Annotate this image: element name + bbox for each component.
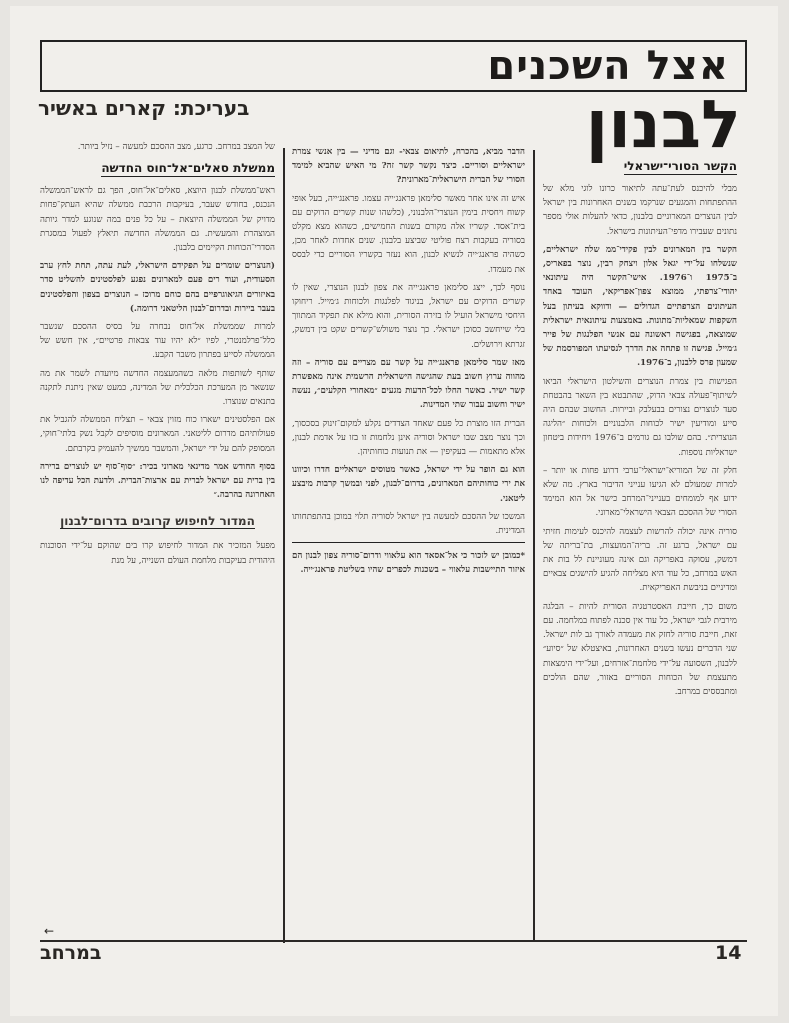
banner-title: אצל השכנים — [487, 43, 729, 89]
paragraph: למרות שממשלת אל־חוס נבחרה על בסיס ההסכם שנשבר כלל־פרלמנטרי, לפיו ״לא יהיו עוד צבאות פרטיים״, אין חשש של הממשלה לסייע בפתרון משבר הקבע. — [40, 322, 275, 361]
column-divider — [283, 148, 285, 943]
footer-divider — [40, 940, 747, 942]
paragraph: הקשר בין המארונים לבין פקידי־ממ שלה ישראליים, שנשלחו על־ידי יגאל אלון ויצחק רבין, נוצר בפאריס, ב־1975 ו־1976. אישי־הקשר היה עיתונאי יהודי־צרפתי, ממוצא צפון־אפריקאי, העובד באחד העיתונים הצרפתיים הגדולים — ודווקא בעיתון בעל השקפות שמאליות־מתונות. באמצעות עיתונאית ישראלית שמוצאה, בפגישה ראשונה עם אנשי הפלנגות של פייר ג׳מייל. פגישה זו פתחה את הדרך לנסיעתו המפורסמת של שמעון פרס ללבנון, ב־1976. — [543, 244, 737, 369]
paragraph: הפגישות בין צמרת הנוצרים והשילטון הישראלי הביאו לשיתוף־פעולה צבאי הדוק, שהתבטא בין השאר בהבטחת סעד לנוצרים נצורים בבעלבק וביירות. החשוב שבהם היה סייע ומודיעין ישיר לכוחות הלבנוניים ולכוחות ״הליגה הנוצרית״. בהם שולבו גם גורמים ב־1976 ויחידות ביטחון ישראליות נוספות. — [543, 376, 737, 458]
editor-credit: בעריכת: קארים באשיר — [38, 96, 250, 120]
paragraph: של המצב במרחב. כרגע, מצב ההסכם למעשה – נזיל ביותר. — [77, 142, 275, 152]
article-column-left — [40, 140, 275, 940]
country-title: לבנון — [585, 86, 741, 163]
paragraph: נוסף לכך, ייצג סלימאן פראנג׳ייה את צפון לבנון הנוצרי, שאין לו קשרים הדוקים עם ישראל, בניגוד לפלנגות ולכוחות ג׳מייל. ריחוקו היחסי מישראל הועיל לו בזירה הסורית, והוא מילא את תפקיד המתווך בלי שייחשב כסוכן ישראלי. כך נוצר משולש־קשרים שקט בין דמשק, זגרתא וירושלים. — [292, 282, 525, 350]
paragraph: בסוף החודש אמר מדינאי מארוני בכיר: ״סוף־סוף יש לנוצרים ברירה בין ברית עם ישראל לברית עם ארצות־הברית. ולדעת הכל עדיפה לנו האחרונה בהרבה.״ — [40, 461, 275, 501]
paragraph: אם הפלסטינים ישארו כוח מזוין צבאי – תצליח הממשלה להגביל את פעולותיהם מדרום לליטאני. המארונים מוסיפים לקבל נשק בלתי־חוקי, המסופק להם על ידי ישראל, והמשבר ממשיך להעמיק בקרבתם. — [40, 415, 275, 454]
page-number: 14 — [715, 942, 742, 964]
box-heading: המדור לחיפוש קרובים בדרום־לבנון — [60, 514, 255, 529]
section-banner — [40, 40, 747, 92]
paragraph: שותף לשותפות מלאה כשהמעצמה החדשה מיועדת לשמר את מה שנשאר מן המערכת הכלכלית של המדינה, כמעט שאין ניתנת לתקנה בתנאים שנוצרו. — [40, 368, 275, 408]
paragraph: הברית הזו מוצרת כל פעם שאחד הצדדים נקלע למקום־זינוק בסכסוך, וכך נוצר מצב שבו ישראל וסוריה אינן נלחמות זו בזו על אדמת לבנון, אלא מתאמות — בעקיפין — את תנועות כוחותיהן. — [292, 418, 525, 458]
paragraph: ראש־ממשלת לבנון היוצא, סאלים־אל־חוס, הפך גם לראש־הממשלה הנכנס, בחודש שעבר, בעיקבות הרכבת ממשלה שהיא העתק־פחות מדויק של הממשלה היוצאת – על כל פנים במה שנוגע למדר גיותה המוצהרת והמעשית. גם הממשלה החדשה תיאלץ לפעול במסגרת הסדרי־הכוחות הקיימים בלבנון. — [40, 186, 275, 254]
section-heading: ממשלת סאלים־אל־חוס החדשה — [101, 161, 275, 176]
footnote: *כמובן יש לזכור כי אל־אסאד הוא עלאווי ודרום־סוריה צפון לבנון הם איזור התיישבות עלאווי – בשכנות לכפרים שהיו בשליטת פראנג׳ייה. — [292, 542, 525, 577]
paragraph: מאז שמר סלימאן פראנג׳ייה על קשר עם מצריים עם סוריה – וזה מהווה ערוץ חשוב בעת שהגישה הישראלית הרשמית אינה מאפשרת קשר ישיר. כאשר החלו לכל־הדעות מגעים ״מאחורי הקלעים״, נעשה ישיר וחשוב עבור שתי המדינות. — [292, 357, 525, 411]
paragraph: איש זה אינו אחר מאשר סלימאן פראנג׳ייה עצמו. פראנג׳ייה, בעל אופי קשוח ויחסית בימין הנוצרי־הלבנוני, (כלשהו שנות קשרים הדוקים עם בית־אסד. קשריו אלה מקורם בשנות החמישים, כשהוא מצא מקלט בסוריה בעקבות רצח פוליטי שביצע בלבנון. שנים אחדות לאחר מכן, כשהיה פראנג׳ייה לנשיא לבנון, הוא נעזר בקשריו הסוריים כדי לבסס את מעמדו. — [292, 193, 525, 275]
paragraph: משום כך, חייבת האסטרטגיה הסורית להיות – הבלגה מירבית לגבי ישראל, כל עוד אין סכנה לפתוח במלחמה. עם זאת, חייבת סוריה לחזק את מעמדה לאורך גב לות ישראל. שני הדברים נעשו בשנים האחרונות, באיצטלא של ״סיוע״ ללבנון, השסועה על־ידי מלחמת־אזרחים, ועל־ידי הימצאות מתעצמת של הכוחות הסוריים באזור, שהם הולכים ומתבססים במרחב. — [543, 601, 737, 697]
continued-arrow-icon: ← — [44, 924, 55, 938]
paragraph: הדבר מביא, בהכרח, לתיאום צבאי- וגם מדיני — בין אנשי צמרת ישראליים וסוריים. כיצד נקשר קשר זה? מי האיש שהביא למימד הסורי של הברית הישראלית־מארונית? — [292, 147, 525, 186]
magazine-name: במרחב — [40, 942, 102, 964]
column-divider — [533, 150, 535, 940]
paragraph: מבלי להיכנס לעת־עתה לתיאור כרונו לוגי מלא של ההתפתחות והמגעים שנרקמו בשנים האחרונות בין ישראל לבין הנוצרים המארוניים בלבנון, כדאי להעלות אולי מספר נתונים שעבירו מדפי־העיתונות בישראל. — [543, 184, 737, 237]
paragraph: (הנוצרים שומרים על תפקידם הישראלי, לעת עתה, תחת לחץ ערב הסעודית, ועוד רים פעם למארונים נפגע לפלסטינים להשליט סדר באיזורים הגיאוגרפיים בהם כוחם מרוכז – הנוצרים בצפון והפלסטינים בעבר ביירות ובדרום־לבנון הליטאני דרומה.) — [40, 261, 275, 314]
section-heading: הקשר הסורי־ישראלי — [623, 159, 737, 173]
paragraph: הוא גם הופר על ידי ישראל, כאשר מטוסים ישראליים חדרו וכיוונו את ירי כוחותיהם המארונים, בדרום־לבנון, לפני ובמשך קרבות מיבצע ליטאני. — [292, 465, 525, 504]
paragraph: מפעל המזכיר את המדור לחיפוש קרו בים שהוקם על־ידי הסוכנות היהודית בעיקבות מלחמת העולם השנייה, על מנת — [40, 541, 275, 566]
article-column-middle — [292, 145, 525, 945]
paragraph: המשכו של ההסכם למעשה בין ישראל לסוריה תלוי במוכן בהתפתחותו המדינית. — [292, 511, 525, 537]
paragraph: סוריה אינה יכולה להרשות לעצמה להיכנס לעימות חזיתי עם ישראל, ברגע זה. בריה־המועצות, בת־בריתה של דמשק, עסוקה באפריקה וגם אינה מעוניינת לל בות את האש במרחב, כל עוד היא מצליחה להגיע להישגים צבאיים ומדיניים בניבשת האפריקאית. — [543, 526, 737, 594]
paragraph: חלק זה של המוריא־ישראלי־ערבי דרוע פחות או יותר – למרות שמעולם לא הגיעו ענייני הדיבור בארץ. מה שלא ידוע אף למומחים בענייני־המרחב כישר אל הוא המימד הסורי של ההסכם הצבאי הישראלי־מארוני. — [543, 465, 737, 519]
article-column-right — [543, 158, 737, 958]
